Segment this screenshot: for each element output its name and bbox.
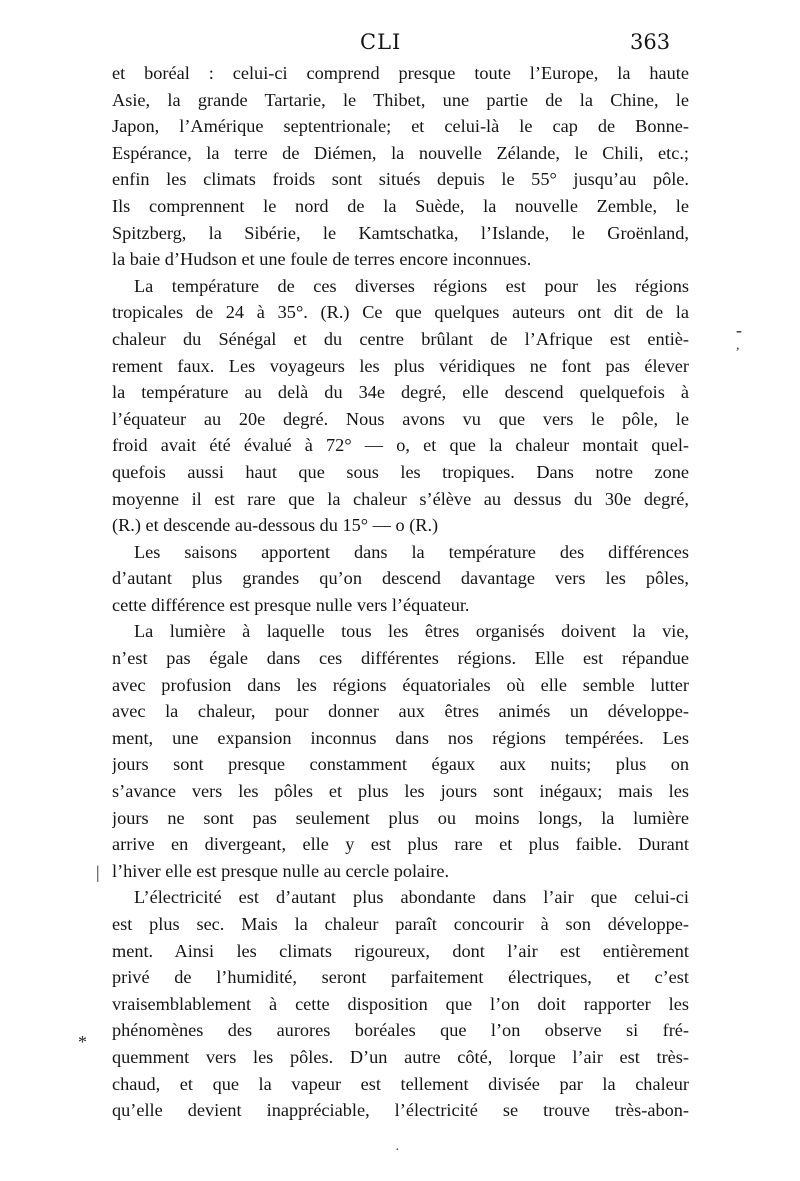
- text-line: Asie, la grande Tartarie, le Thibet, une partie de la Chine, le: [112, 89, 689, 110]
- text-line: tropicales de 24 à 35°. (R.) Ce que quelques auteurs ont dit de la: [112, 302, 689, 323]
- text-line: Ils comprennent le nord de la Suède, la nouvelle Zemble, le: [112, 195, 689, 216]
- body-text: [112, 60, 689, 1124]
- text-line: L’électricité est d’autant plus abondante dans l’air que celui-ci: [134, 887, 689, 908]
- text-line: Spitzberg, la Sibérie, le Kamtschatka, l’Islande, le Groënland,: [112, 222, 689, 243]
- text-line: arrive en divergeant, elle y est plus rare et plus faible. Durant: [112, 834, 689, 855]
- running-title: CLI: [360, 30, 402, 54]
- running-header: [0, 26, 800, 54]
- text-line: la baie d’Hudson et une foule de terres encore inconnues.: [112, 249, 532, 270]
- text-line: avec la chaleur, pour donner aux êtres animés un développe-: [112, 701, 689, 722]
- text-line: Espérance, la terre de Diémen, la nouvelle Zélande, le Chili, etc.;: [112, 142, 689, 163]
- margin-tick-mark: -: [736, 320, 742, 340]
- text-line: La température de ces diverses régions est pour les régions: [134, 275, 689, 296]
- text-line: ment, une expansion inconnus dans nos régions tempérées. Les: [112, 727, 689, 748]
- text-line: n’est pas égale dans ces différentes régions. Elle est répandue: [112, 648, 689, 669]
- text-line: moyenne il est rare que la chaleur s’élève au dessus du 30e degré,: [112, 488, 689, 509]
- text-line: vraisemblablement à cette disposition que l’on doit rapporter les: [112, 993, 689, 1014]
- margin-stray-mark: ,: [736, 338, 740, 353]
- text-line: l’équateur au 20e degré. Nous avons vu que vers le pôle, le: [112, 408, 689, 429]
- margin-asterisk-mark: *: [78, 1032, 87, 1052]
- text-line: (R.) et descende au-dessous du 15° — o (R.): [112, 515, 439, 536]
- text-line: jours ne sont pas seulement plus ou moins longs, la lumière: [112, 807, 689, 828]
- text-line: Les saisons apportent dans la température des différences: [134, 541, 689, 562]
- text-line: enfin les climats froids sont situés depuis le 55° jusqu’au pôle.: [112, 169, 689, 190]
- text-line: cette différence est presque nulle vers l’équateur.: [112, 594, 470, 615]
- text-line: quemment vers les pôles. D’un autre côté, lorque l’air est très-: [112, 1046, 689, 1067]
- text-line: et boréal : celui-ci comprend presque toute l’Europe, la haute: [112, 63, 689, 83]
- text-line: quefois aussi haut que sous les tropiques. Dans notre zone: [112, 461, 689, 482]
- text-line: s’avance vers les pôles et plus les jours sont inégaux; mais les: [112, 781, 689, 802]
- text-line: d’autant plus grandes qu’on descend davantage vers les pôles,: [112, 568, 689, 589]
- text-line: qu’elle devient inappréciable, l’électricité se trouve très-abon-: [112, 1100, 689, 1121]
- text-line: est plus sec. Mais la chaleur paraît concourir à son développe-: [112, 914, 689, 934]
- text-line: Japon, l’Amérique septentrionale; et celui-là le cap de Bonne-: [112, 116, 689, 137]
- text-line: La lumière à laquelle tous les êtres organisés doivent la vie,: [134, 621, 689, 642]
- text-line: chaleur du Sénégal et du centre brûlant de l’Afrique est entiè-: [112, 328, 689, 349]
- text-line: avec profusion dans les régions équatoriales où elle semble lutter: [112, 674, 689, 695]
- text-line: ment. Ainsi les climats rigoureux, dont l’air est entièrement: [112, 940, 689, 961]
- text-line: phénomènes des aurores boréales que l’on observe si fré-: [112, 1020, 689, 1041]
- text-line: chaud, et que la vapeur est tellement divisée par la chaleur: [112, 1073, 689, 1094]
- text-line: privé de l’humidité, seront parfaitement électriques, et c’est: [112, 967, 689, 988]
- text-line: froid avait été évalué à 72° — o, et que la chaleur montait quel-: [112, 435, 689, 456]
- page-number: 363: [630, 30, 671, 54]
- text-line: l’hiver elle est presque nulle au cercle polaire.: [112, 860, 450, 881]
- text-line: rement faux. Les voyageurs les plus véridiques ne font pas élever: [112, 355, 689, 376]
- text-line: la température au delà du 34e degré, elle descend quelquefois à: [112, 382, 689, 403]
- bottom-stray-mark: ·: [395, 1143, 400, 1158]
- text-line: jours sont presque constamment égaux aux nuits; plus on: [112, 754, 689, 775]
- margin-bar-mark: |: [96, 862, 100, 882]
